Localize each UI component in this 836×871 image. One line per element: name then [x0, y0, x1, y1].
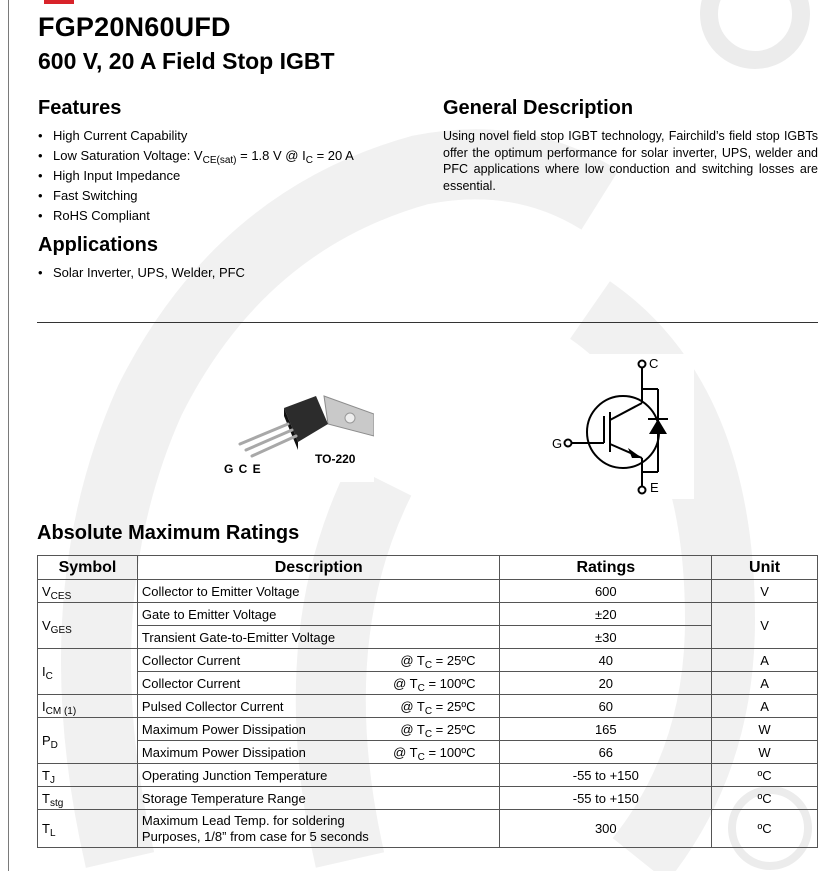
description-cell: Operating Junction Temperature — [137, 764, 500, 787]
list-item: • High Current Capability — [38, 128, 188, 143]
description-cell: Gate to Emitter Voltage — [137, 603, 500, 626]
page-left-rule — [8, 0, 9, 871]
unit-cell: W — [712, 741, 818, 764]
unit-cell: V — [712, 603, 818, 649]
description-cell: Maximum Power Dissipation @ $T_C$ = 100ºC — [137, 741, 500, 764]
table-row — [38, 764, 818, 787]
applications-list — [38, 263, 245, 283]
description-cell: Storage Temperature Range — [137, 787, 500, 810]
column-header: Unit — [712, 556, 818, 580]
features-list — [38, 126, 354, 226]
description-cell: Collector Current @ $T_C$ = 100ºC — [137, 672, 500, 695]
collector-label: C — [649, 356, 659, 371]
unit-cell: W — [712, 718, 818, 741]
igbt-schematic-symbol — [548, 354, 694, 499]
symbol-cell: $I_{CM (1)}$ — [38, 695, 138, 718]
list-item: • RoHS Compliant — [38, 208, 150, 223]
symbol-cell: $T_L$ — [38, 810, 138, 848]
description-cell: Maximum Power Dissipation @ $T_C$ = 25ºC — [137, 718, 500, 741]
table-row — [38, 810, 818, 848]
absolute-maximum-ratings-table — [37, 555, 818, 848]
description-cell: Collector Current @ $T_C$ = 25ºC — [137, 649, 500, 672]
brand-red-mark — [44, 0, 74, 4]
table-row — [38, 695, 818, 718]
table-row — [38, 603, 818, 626]
table-header-row — [38, 556, 818, 580]
column-header: Description — [137, 556, 500, 580]
package-name: TO-220 — [315, 452, 356, 466]
symbol-cell: $T_J$ — [38, 764, 138, 787]
rating-cell: 66 — [500, 741, 712, 764]
rating-cell: ±20 — [500, 603, 712, 626]
section-divider — [37, 322, 818, 323]
symbol-cell: $V_{GES}$ — [38, 603, 138, 649]
unit-cell: A — [712, 672, 818, 695]
unit-cell: ºC — [712, 810, 818, 848]
description-cell: Collector to Emitter Voltage — [137, 580, 500, 603]
part-subtitle: 600 V, 20 A Field Stop IGBT — [38, 48, 335, 74]
table-row — [38, 626, 818, 649]
description-cell: Pulsed Collector Current @ $T_C$ = 25ºC — [137, 695, 500, 718]
part-number: FGP20N60UFD — [38, 12, 231, 42]
rating-cell: -55 to +150 — [500, 764, 712, 787]
rating-cell: 600 — [500, 580, 712, 603]
table-row — [38, 741, 818, 764]
rating-cell: 60 — [500, 695, 712, 718]
features-heading: Features — [38, 97, 122, 119]
symbol-cell: $I_C$ — [38, 649, 138, 695]
table-row — [38, 787, 818, 810]
symbol-cell: $V_{CES}$ — [38, 580, 138, 603]
rating-cell: 40 — [500, 649, 712, 672]
general-description-text: Using novel field stop IGBT technology, Fairchild’s field stop IGBTs offer the optimum performance for solar inverter, UPS, welder and PFC applications where low conduction and switching losses are essential. — [443, 129, 818, 193]
list-item: • Fast Switching — [38, 188, 138, 203]
unit-cell: A — [712, 695, 818, 718]
emitter-label: E — [650, 480, 659, 495]
column-header: Symbol — [38, 556, 138, 580]
rating-cell: 20 — [500, 672, 712, 695]
list-item: • Low Saturation Voltage: $V_{CE(sat)} = 1.8$ V @ $I_C = 20$ A — [38, 148, 354, 166]
list-item: • Solar Inverter, UPS, Welder, PFC — [38, 265, 245, 280]
description-cell: Transient Gate-to-Emitter Voltage — [137, 626, 500, 649]
table-row — [38, 718, 818, 741]
description-cell: Maximum Lead Temp. for soldering Purposes, 1/8” from case for 5 seconds — [137, 810, 500, 848]
unit-cell: A — [712, 649, 818, 672]
symbol-cell: $T_{stg}$ — [38, 787, 138, 810]
rating-cell: 300 — [500, 810, 712, 848]
amr-heading: Absolute Maximum Ratings — [37, 522, 300, 544]
unit-cell: ºC — [712, 764, 818, 787]
rating-cell: ±30 — [500, 626, 712, 649]
table-row — [38, 672, 818, 695]
rating-cell: -55 to +150 — [500, 787, 712, 810]
symbol-cell: $P_D$ — [38, 718, 138, 764]
unit-cell: V — [712, 580, 818, 603]
gate-label: G — [552, 436, 563, 451]
rating-cell: 165 — [500, 718, 712, 741]
general-description-heading: General Description — [443, 97, 634, 119]
table-row — [38, 580, 818, 603]
list-item: • High Input Impedance — [38, 168, 181, 183]
column-header: Ratings — [500, 556, 712, 580]
applications-heading: Applications — [38, 234, 159, 256]
unit-cell: ºC — [712, 787, 818, 810]
package-pin-labels: G C E — [224, 462, 262, 476]
table-row — [38, 649, 818, 672]
